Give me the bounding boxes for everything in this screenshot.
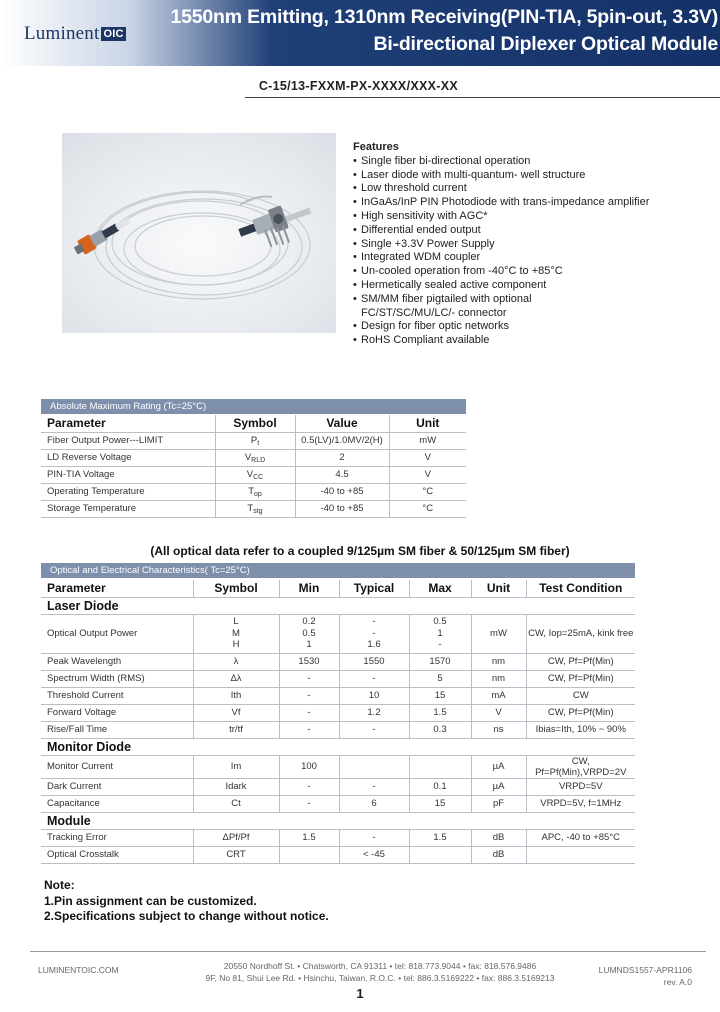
abs-max-title-bar: Absolute Maximum Rating (Tc=25°C) — [41, 399, 466, 414]
cell-typical: 1550 — [339, 653, 409, 670]
bullet-icon: • — [353, 223, 357, 236]
cell-parameter: Capacitance — [41, 795, 193, 812]
feature-item: • Low threshold current — [353, 182, 467, 195]
table-row — [41, 704, 635, 721]
cell-parameter: Optical Output Power — [41, 614, 193, 653]
cell-symbol: Ith — [193, 687, 279, 704]
table-row — [41, 829, 635, 846]
cell-typical: - — [339, 721, 409, 738]
cell-max: 0.5 1 - — [409, 614, 471, 653]
cell-parameter: Storage Temperature — [41, 500, 215, 517]
cell-symbol: $V_{CC}$ — [215, 466, 295, 483]
cell-condition: CW, Pf=Pf(Min) — [526, 670, 635, 687]
col-header-unit: Unit — [389, 415, 466, 432]
table-row — [41, 432, 466, 449]
bullet-icon: • — [353, 154, 357, 167]
oe-table — [41, 580, 635, 864]
cell-condition: CW, Iop=25mA, kink free — [526, 614, 635, 653]
cell-parameter: LD Reverse Voltage — [41, 449, 215, 466]
cell-symbol: ΔPf/Pf — [193, 829, 279, 846]
col-header-symbol: Symbol — [193, 580, 279, 597]
note-item: 2.Specifications subject to change without notice. — [44, 909, 329, 923]
cell-min — [279, 846, 339, 863]
cell-max: 0.1 — [409, 778, 471, 795]
cell-max: 1570 — [409, 653, 471, 670]
cell-typical: - - 1.6 — [339, 614, 409, 653]
cell-min: - — [279, 670, 339, 687]
cell-parameter: Threshold Current — [41, 687, 193, 704]
cell-condition: CW, Pf=Pf(Min),VRPD=2V — [526, 755, 635, 778]
table-row — [41, 500, 466, 517]
cell-min: 1.5 — [279, 829, 339, 846]
footer-address — [150, 961, 610, 984]
cell-symbol: L M H — [193, 614, 279, 653]
feature-item: • Single +3.3V Power Supply — [353, 237, 495, 250]
cell-condition: APC, -40 to +85°C — [526, 829, 635, 846]
cell-min: - — [279, 778, 339, 795]
feature-item: • Integrated WDM coupler — [353, 251, 481, 264]
cell-parameter: Rise/Fall Time — [41, 721, 193, 738]
col-header-parameter: Parameter — [41, 580, 193, 597]
bullet-icon: • — [353, 168, 357, 181]
cell-value: -40 to +85 — [295, 500, 389, 517]
cell-max — [409, 755, 471, 778]
cell-symbol: $T_{stg}$ — [215, 500, 295, 517]
section-title: Laser Diode — [41, 597, 635, 614]
col-header-typical: Typical — [339, 580, 409, 597]
col-header-max: Max — [409, 580, 471, 597]
bullet-icon: • — [353, 334, 357, 347]
cell-value: 4.5 — [295, 466, 389, 483]
cell-typical: - — [339, 778, 409, 795]
cell-min: 0.2 0.5 1 — [279, 614, 339, 653]
cell-parameter: Forward Voltage — [41, 704, 193, 721]
cell-max: 0.3 — [409, 721, 471, 738]
cell-symbol: $V_{RLD}$ — [215, 449, 295, 466]
bullet-icon: • — [353, 182, 357, 195]
cell-symbol: Im — [193, 755, 279, 778]
feature-item: • SM/MM fiber pigtailed with optional FC/ST/SC/MU/LC/- connector — [353, 292, 532, 319]
cell-min: - — [279, 721, 339, 738]
fiber-module-illustration — [62, 133, 336, 333]
feature-item: • Hermetically sealed active component — [353, 278, 547, 291]
col-header-parameter: Parameter — [41, 415, 215, 432]
cell-max — [409, 846, 471, 863]
cell-parameter: Monitor Current — [41, 755, 193, 778]
cell-min: 1530 — [279, 653, 339, 670]
cell-typical: 10 — [339, 687, 409, 704]
cell-parameter: Operating Temperature — [41, 483, 215, 500]
feature-item: • Differential ended output — [353, 223, 481, 236]
logo-badge: OIC — [103, 28, 124, 40]
cell-unit: dB — [471, 829, 526, 846]
cell-symbol: Vf — [193, 704, 279, 721]
cell-parameter: Optical Crosstalk — [41, 846, 193, 863]
cell-symbol: CRT — [193, 846, 279, 863]
cell-parameter: Tracking Error — [41, 829, 193, 846]
table-row — [41, 778, 635, 795]
page-subtitle: Bi-directional Diplexer Optical Module — [373, 33, 718, 55]
cell-value: 2 — [295, 449, 389, 466]
part-number: C-15/13-FXXM-PX-XXXX/XXX-XX — [258, 79, 458, 93]
section-row-monitor-diode — [41, 738, 635, 755]
table-header-row — [41, 580, 635, 597]
features-title: Features — [353, 141, 399, 153]
bullet-icon: • — [353, 196, 357, 209]
cell-condition: CW, Pf=Pf(Min) — [526, 704, 635, 721]
feature-item: • High sensitivity with AGC* — [353, 209, 488, 222]
cell-parameter: Dark Current — [41, 778, 193, 795]
cell-max: 15 — [409, 687, 471, 704]
note-item: 1.Pin assignment can be customized. — [44, 893, 257, 908]
bullet-icon: • — [353, 320, 357, 333]
table-row — [41, 846, 635, 863]
footer-address-tw: 9F, No 81, Shui Lee Rd. • Hsinchu, Taiwan, R.O.C. • tel: 886.3.5169222 • fax: 886.3.5169213 — [205, 972, 555, 983]
feature-item: • Laser diode with multi-quantum- well structure — [353, 168, 586, 181]
cell-parameter: Spectrum Width (RMS) — [41, 670, 193, 687]
section-row-module — [41, 812, 635, 829]
footer-address-us: 20550 Nordhoff St. • Chatsworth, CA 91311 • tel: 818.773.9044 • fax: 818.576.9486 — [223, 961, 537, 971]
cell-min: - — [279, 795, 339, 812]
table-header-row — [41, 415, 466, 432]
cell-min: 100 — [279, 755, 339, 778]
logo-text: Luminent — [24, 23, 100, 44]
table-row — [41, 466, 466, 483]
col-header-symbol: Symbol — [215, 415, 295, 432]
cell-unit: V — [389, 449, 466, 466]
col-header-value: Value — [295, 415, 389, 432]
cell-value: 0.5(LV)/1.0MV/2(H) — [295, 432, 389, 449]
cell-typical: - — [339, 829, 409, 846]
oe-title-bar: Optical and Electrical Characteristics( Tc=25°C) — [41, 563, 635, 578]
doc-revision: rev. A.0 — [663, 977, 692, 987]
table-row — [41, 670, 635, 687]
cell-min: - — [279, 687, 339, 704]
feature-item: • Un-cooled operation from -40°C to +85°C — [353, 265, 563, 278]
cell-max: 1.5 — [409, 704, 471, 721]
cell-symbol: $T_{op}$ — [215, 483, 295, 500]
cell-typical: 6 — [339, 795, 409, 812]
notes-section — [44, 878, 329, 925]
bullet-icon: • — [353, 251, 357, 264]
features-section — [353, 141, 649, 348]
cell-symbol: tr/tf — [193, 721, 279, 738]
bullet-icon: • — [353, 265, 357, 278]
cell-condition — [526, 846, 635, 863]
footer-doc-info — [599, 964, 692, 988]
company-logo — [24, 23, 126, 45]
bullet-icon: • — [353, 278, 357, 291]
cell-condition: VRPD=5V — [526, 778, 635, 795]
notes-title: Note: — [44, 878, 75, 892]
cell-typical: - — [339, 670, 409, 687]
cell-typical: < -45 — [339, 846, 409, 863]
cell-unit: °C — [389, 500, 466, 517]
cell-symbol: λ — [193, 653, 279, 670]
cell-unit: V — [471, 704, 526, 721]
cell-typical — [339, 755, 409, 778]
col-header-test-condition: Test Condition — [526, 580, 635, 597]
abs-max-table — [41, 415, 466, 518]
cell-condition: Ibias=Ith, 10% ~ 90% — [526, 721, 635, 738]
table-row — [41, 449, 466, 466]
cell-max: 5 — [409, 670, 471, 687]
page-title: 1550nm Emitting, 1310nm Receiving(PIN-TIA, 5pin-out, 3.3V) — [170, 6, 718, 28]
cell-unit: ns — [471, 721, 526, 738]
bullet-icon: • — [353, 292, 357, 305]
cell-condition: CW, Pf=Pf(Min) — [526, 653, 635, 670]
bullet-icon: • — [353, 209, 357, 222]
table-row — [41, 795, 635, 812]
cell-parameter: Fiber Output Power---LIMIT — [41, 432, 215, 449]
cell-unit: V — [389, 466, 466, 483]
cell-unit: mA — [471, 687, 526, 704]
feature-item: • Design for fiber optic networks — [353, 320, 509, 333]
cell-unit: mW — [389, 432, 466, 449]
feature-item: • Single fiber bi-directional operation — [353, 154, 531, 167]
doc-id: LUMNDS1557-APR1106 — [598, 965, 692, 975]
cell-max: 15 — [409, 795, 471, 812]
cell-unit: nm — [471, 670, 526, 687]
cell-typical: 1.2 — [339, 704, 409, 721]
section-title: Monitor Diode — [41, 738, 635, 755]
cell-symbol: Δλ — [193, 670, 279, 687]
cell-symbol: $P_t$ — [215, 432, 295, 449]
table-row — [41, 755, 635, 778]
col-header-min: Min — [279, 580, 339, 597]
section-title: Module — [41, 812, 635, 829]
cell-unit: µA — [471, 755, 526, 778]
cell-unit: dB — [471, 846, 526, 863]
cell-unit: µA — [471, 778, 526, 795]
cell-condition: CW — [526, 687, 635, 704]
features-list — [353, 155, 649, 348]
page-number: 1 — [356, 986, 364, 1001]
footer-divider — [30, 951, 706, 952]
table-row — [41, 721, 635, 738]
cell-unit: nm — [471, 653, 526, 670]
cell-parameter: PIN-TIA Voltage — [41, 466, 215, 483]
cell-min: - — [279, 704, 339, 721]
product-photo — [62, 133, 336, 333]
cell-max: 1.5 — [409, 829, 471, 846]
optical-data-note: (All optical data refer to a coupled 9/125µm SM fiber & 50/125µm SM fiber) — [150, 544, 570, 558]
cell-unit: mW — [471, 614, 526, 653]
table-row — [41, 614, 635, 653]
bullet-icon: • — [353, 237, 357, 250]
header-banner — [0, 0, 720, 66]
part-divider — [245, 97, 720, 98]
cell-unit: °C — [389, 483, 466, 500]
table-row — [41, 483, 466, 500]
feature-item: • RoHS Compliant available — [353, 334, 490, 347]
table-row — [41, 653, 635, 670]
cell-value: -40 to +85 — [295, 483, 389, 500]
cell-condition: VRPD=5V, f=1MHz — [526, 795, 635, 812]
col-header-unit: Unit — [471, 580, 526, 597]
section-row-laser-diode — [41, 597, 635, 614]
table-row — [41, 687, 635, 704]
feature-item: • InGaAs/InP PIN Photodiode with trans-impedance amplifier — [353, 196, 650, 209]
cell-parameter: Peak Wavelength — [41, 653, 193, 670]
cell-symbol: Ct — [193, 795, 279, 812]
cell-symbol: Idark — [193, 778, 279, 795]
cell-unit: pF — [471, 795, 526, 812]
footer-website[interactable]: LUMINENTOIC.COM — [38, 965, 119, 975]
